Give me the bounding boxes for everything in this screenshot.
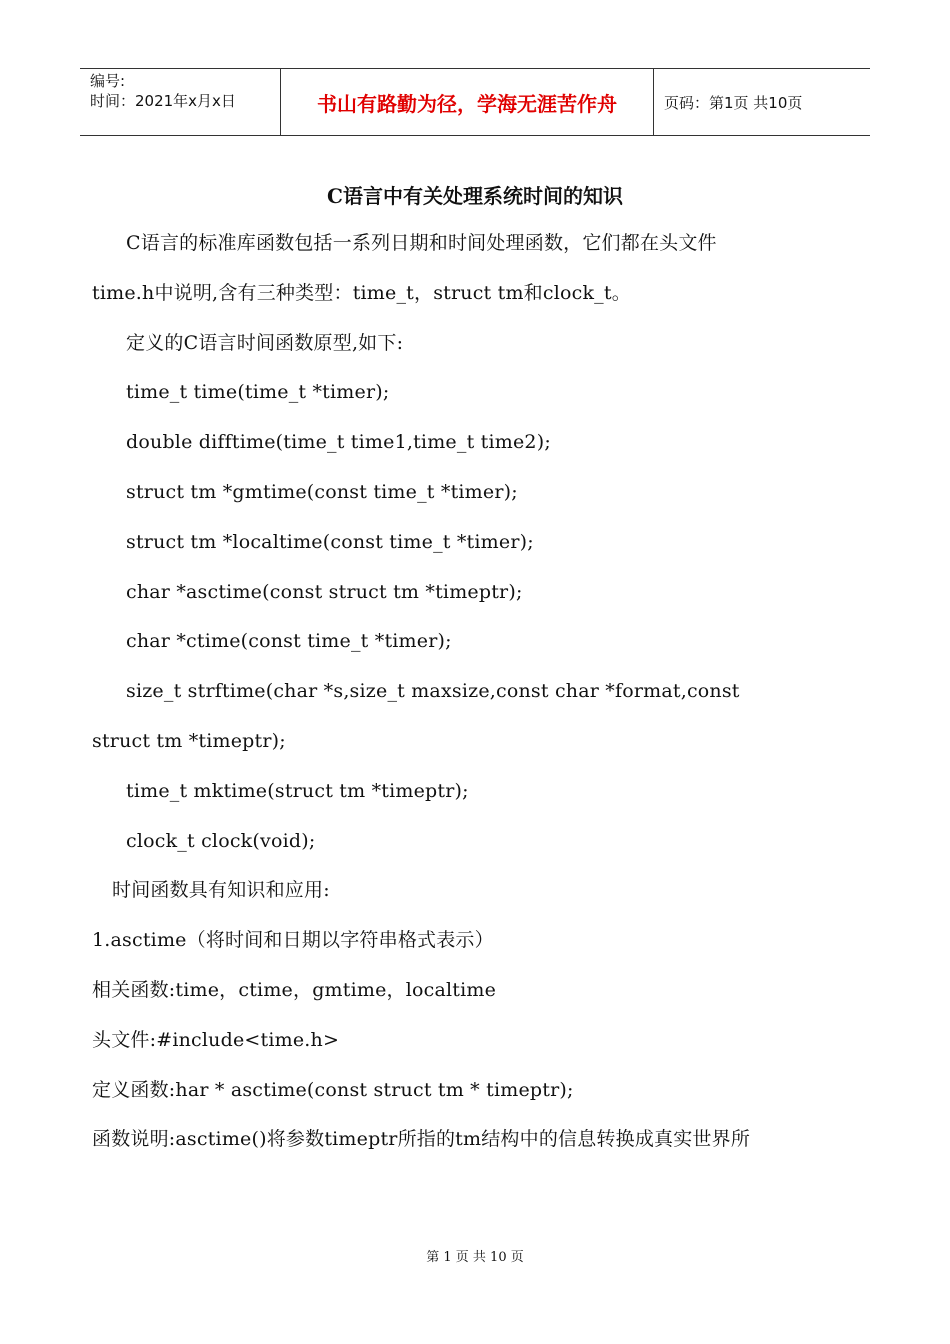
number-label: 编号: <box>90 72 126 90</box>
code-line: char *ctime(const time_t *timer); <box>126 630 452 653</box>
body-line: 定义函数:har * asctime(const struct tm * timeptr); <box>92 1078 574 1101</box>
body-line: 头文件:#include<time.h> <box>92 1028 340 1051</box>
document-body <box>92 219 872 1165</box>
body-line: C语言的标准库函数包括一系列日期和时间处理函数，它们都在头文件 <box>126 232 717 254</box>
code-line: clock_t clock(void); <box>126 829 316 852</box>
header-table <box>80 68 870 136</box>
page-footer: 第 1 页 共 10 页 <box>426 1250 524 1265</box>
code-line: size_t strftime(char *s,size_t maxsize,const char *format,const <box>126 680 740 703</box>
body-line: 时间函数具有知识和应用: <box>112 879 330 902</box>
code-line: struct tm *gmtime(const time_t *timer); <box>126 480 518 503</box>
code-line: time_t mktime(struct tm *timeptr); <box>126 779 469 802</box>
date-label: 时间：2021年x月x日 <box>90 92 236 110</box>
code-line: struct tm *localtime(const time_t *timer); <box>126 530 534 553</box>
header-motto: 书山有路勤为径，学海无涯苦作舟 <box>281 69 654 135</box>
body-line: 1.asctime（将时间和日期以字符串格式表示） <box>92 929 494 952</box>
header-info-cell <box>80 69 281 135</box>
body-line: 定义的C语言时间函数原型,如下: <box>126 331 404 354</box>
document-title: C语言中有关处理系统时间的知识 <box>327 184 623 208</box>
body-line: time.h中说明,含有三种类型：time_t，struct tm和clock_t。 <box>92 281 631 304</box>
code-line: struct tm *timeptr); <box>92 729 286 752</box>
body-line: 相关函数:time，ctime，gmtime，localtime <box>92 978 497 1001</box>
body-line: 函数说明:asctime()将参数timeptr所指的tm结构中的信息转换成真实世界所 <box>92 1128 751 1151</box>
code-line: double difftime(time_t time1,time_t time2); <box>126 431 551 454</box>
code-line: char *asctime(const struct tm *timeptr); <box>126 580 523 603</box>
header-page-label: 页码：第1页 共10页 <box>664 93 803 112</box>
code-line: time_t time(time_t *timer); <box>126 381 390 404</box>
